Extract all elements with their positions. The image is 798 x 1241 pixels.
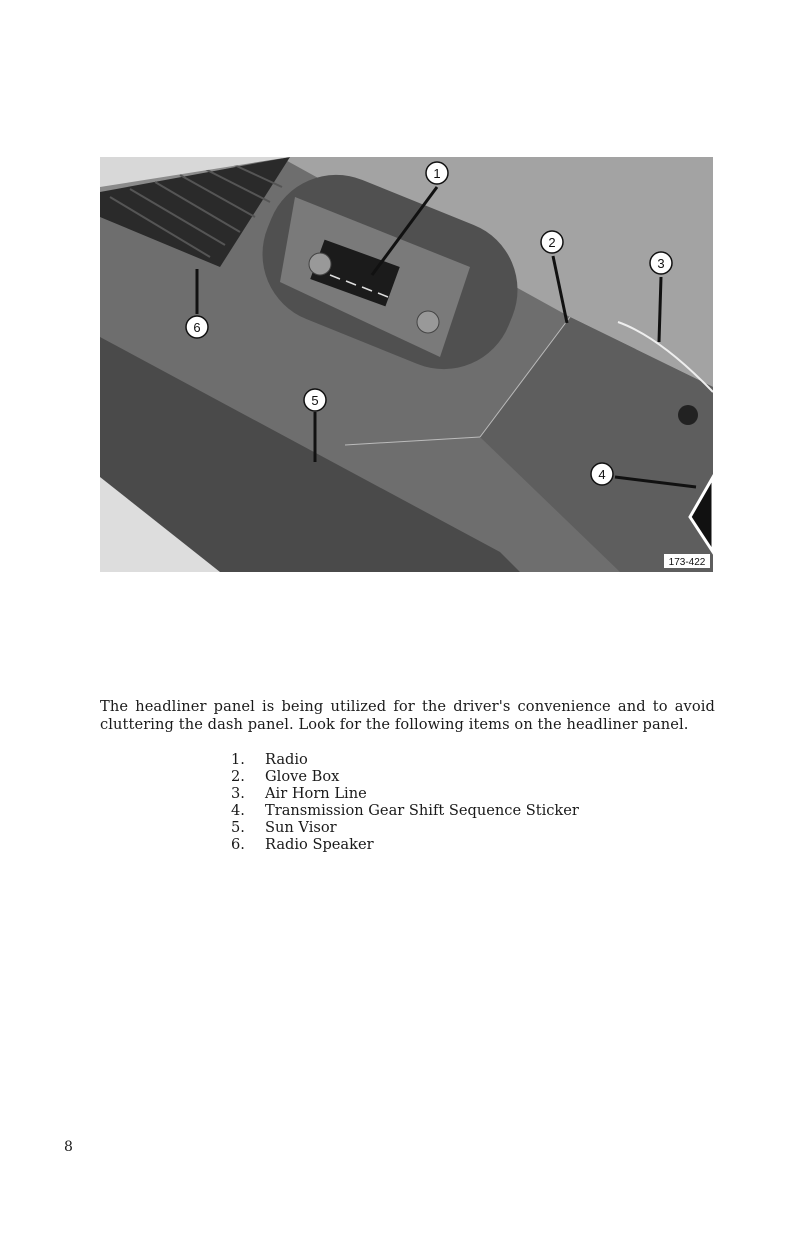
callout-4: 4	[598, 467, 606, 482]
item-label: Glove Box	[265, 768, 340, 785]
figure-id-label: 173-422	[668, 557, 706, 568]
item-list	[231, 751, 579, 853]
list-item	[231, 802, 579, 819]
item-label: Radio Speaker	[265, 836, 374, 853]
list-item	[231, 819, 579, 836]
page-number: 8	[64, 1139, 73, 1155]
list-item	[231, 785, 579, 802]
callout-3: 3	[657, 256, 665, 271]
item-number: 2.	[231, 768, 245, 785]
item-number: 6.	[231, 836, 245, 853]
callout-6: 6	[193, 320, 201, 335]
item-number: 3.	[231, 785, 245, 802]
list-item	[231, 768, 579, 785]
item-number: 5.	[231, 819, 245, 836]
item-label: Air Horn Line	[265, 785, 367, 802]
item-number: 4.	[231, 802, 245, 819]
item-label: Transmission Gear Shift Sequence Sticker	[265, 802, 579, 819]
item-label: Radio	[265, 751, 308, 768]
callout-5: 5	[311, 393, 319, 408]
callout-2: 2	[548, 235, 556, 250]
callout-1: 1	[433, 166, 441, 181]
list-item	[231, 751, 579, 768]
item-number: 1.	[231, 751, 245, 768]
list-item	[231, 836, 579, 853]
item-label: Sun Visor	[265, 819, 337, 836]
headliner-panel-photo	[100, 157, 713, 572]
body-paragraph: The headliner panel is being utilized for the driver's convenience and to avoid cluttering the dash panel. Look for the following items on the headliner panel.	[100, 697, 715, 733]
